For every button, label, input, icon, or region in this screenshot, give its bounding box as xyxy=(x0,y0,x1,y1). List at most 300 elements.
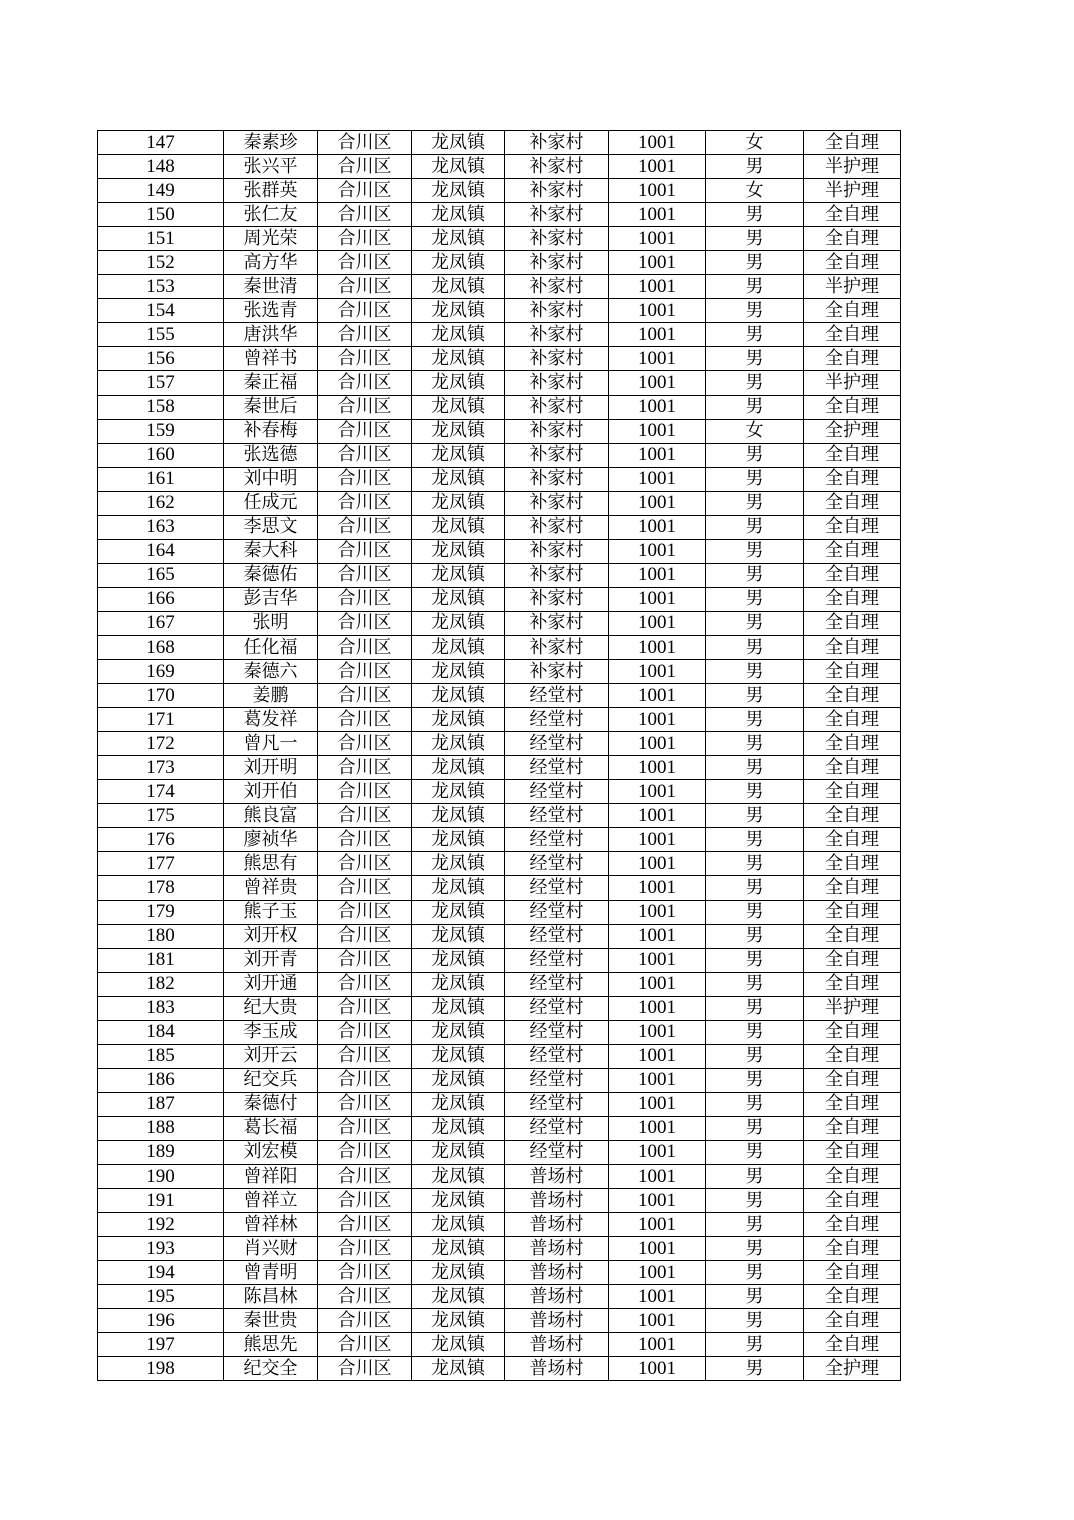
village-cell: 经堂村 xyxy=(505,708,609,732)
name-cell: 任成元 xyxy=(224,491,318,515)
table-row xyxy=(98,251,901,275)
village-cell: 补家村 xyxy=(505,299,609,323)
village-cell: 经堂村 xyxy=(505,972,609,996)
gender-cell: 男 xyxy=(706,732,804,756)
care-level-cell: 全自理 xyxy=(804,1020,901,1044)
row-number-cell: 166 xyxy=(98,587,224,611)
gender-cell: 男 xyxy=(706,323,804,347)
gender-cell: 男 xyxy=(706,660,804,684)
gender-cell: 男 xyxy=(706,828,804,852)
name-cell: 张选青 xyxy=(224,299,318,323)
town-cell: 龙凤镇 xyxy=(412,395,505,419)
district-cell: 合川区 xyxy=(318,1213,412,1237)
village-cell: 补家村 xyxy=(505,251,609,275)
row-number-cell: 184 xyxy=(98,1020,224,1044)
village-cell: 补家村 xyxy=(505,323,609,347)
name-cell: 唐洪华 xyxy=(224,323,318,347)
care-level-cell: 全自理 xyxy=(804,972,901,996)
gender-cell: 女 xyxy=(706,419,804,443)
code-cell: 1001 xyxy=(609,563,706,587)
town-cell: 龙凤镇 xyxy=(412,900,505,924)
care-level-cell: 全自理 xyxy=(804,828,901,852)
code-cell: 1001 xyxy=(609,419,706,443)
row-number-cell: 172 xyxy=(98,732,224,756)
care-level-cell: 全自理 xyxy=(804,203,901,227)
name-cell: 刘宏模 xyxy=(224,1140,318,1164)
district-cell: 合川区 xyxy=(318,539,412,563)
row-number-cell: 187 xyxy=(98,1092,224,1116)
table-row xyxy=(98,371,901,395)
village-cell: 补家村 xyxy=(505,635,609,659)
district-cell: 合川区 xyxy=(318,275,412,299)
town-cell: 龙凤镇 xyxy=(412,515,505,539)
code-cell: 1001 xyxy=(609,996,706,1020)
name-cell: 刘中明 xyxy=(224,467,318,491)
row-number-cell: 173 xyxy=(98,756,224,780)
district-cell: 合川区 xyxy=(318,1044,412,1068)
district-cell: 合川区 xyxy=(318,852,412,876)
gender-cell: 男 xyxy=(706,1044,804,1068)
gender-cell: 男 xyxy=(706,1333,804,1357)
table-row xyxy=(98,948,901,972)
town-cell: 龙凤镇 xyxy=(412,323,505,347)
code-cell: 1001 xyxy=(609,539,706,563)
district-cell: 合川区 xyxy=(318,371,412,395)
district-cell: 合川区 xyxy=(318,948,412,972)
town-cell: 龙凤镇 xyxy=(412,1044,505,1068)
gender-cell: 男 xyxy=(706,1357,804,1381)
town-cell: 龙凤镇 xyxy=(412,756,505,780)
row-number-cell: 195 xyxy=(98,1285,224,1309)
care-level-cell: 全自理 xyxy=(804,780,901,804)
name-cell: 秦世贵 xyxy=(224,1309,318,1333)
name-cell: 曾祥书 xyxy=(224,347,318,371)
code-cell: 1001 xyxy=(609,443,706,467)
row-number-cell: 154 xyxy=(98,299,224,323)
gender-cell: 男 xyxy=(706,708,804,732)
gender-cell: 男 xyxy=(706,972,804,996)
table-row xyxy=(98,323,901,347)
code-cell: 1001 xyxy=(609,323,706,347)
code-cell: 1001 xyxy=(609,155,706,179)
row-number-cell: 167 xyxy=(98,611,224,635)
gender-cell: 男 xyxy=(706,996,804,1020)
district-cell: 合川区 xyxy=(318,900,412,924)
district-cell: 合川区 xyxy=(318,1189,412,1213)
row-number-cell: 175 xyxy=(98,804,224,828)
name-cell: 葛长福 xyxy=(224,1116,318,1140)
district-cell: 合川区 xyxy=(318,972,412,996)
care-level-cell: 全自理 xyxy=(804,1068,901,1092)
town-cell: 龙凤镇 xyxy=(412,1165,505,1189)
district-cell: 合川区 xyxy=(318,756,412,780)
table-row xyxy=(98,443,901,467)
gender-cell: 男 xyxy=(706,587,804,611)
village-cell: 补家村 xyxy=(505,539,609,563)
care-level-cell: 半护理 xyxy=(804,275,901,299)
table-row xyxy=(98,1068,901,1092)
gender-cell: 男 xyxy=(706,611,804,635)
care-level-cell: 全自理 xyxy=(804,708,901,732)
code-cell: 1001 xyxy=(609,972,706,996)
care-level-cell: 全自理 xyxy=(804,876,901,900)
village-cell: 补家村 xyxy=(505,179,609,203)
table-row xyxy=(98,299,901,323)
name-cell: 补春梅 xyxy=(224,419,318,443)
district-cell: 合川区 xyxy=(318,635,412,659)
town-cell: 龙凤镇 xyxy=(412,371,505,395)
row-number-cell: 193 xyxy=(98,1237,224,1261)
table-row xyxy=(98,996,901,1020)
name-cell: 熊良富 xyxy=(224,804,318,828)
code-cell: 1001 xyxy=(609,660,706,684)
gender-cell: 男 xyxy=(706,1020,804,1044)
code-cell: 1001 xyxy=(609,708,706,732)
row-number-cell: 151 xyxy=(98,227,224,251)
table-row xyxy=(98,611,901,635)
code-cell: 1001 xyxy=(609,948,706,972)
district-cell: 合川区 xyxy=(318,1020,412,1044)
town-cell: 龙凤镇 xyxy=(412,1140,505,1164)
code-cell: 1001 xyxy=(609,1189,706,1213)
care-level-cell: 全自理 xyxy=(804,1044,901,1068)
village-cell: 经堂村 xyxy=(505,804,609,828)
name-cell: 廖祯华 xyxy=(224,828,318,852)
village-cell: 补家村 xyxy=(505,131,609,155)
code-cell: 1001 xyxy=(609,251,706,275)
data-table xyxy=(97,130,901,1381)
code-cell: 1001 xyxy=(609,924,706,948)
town-cell: 龙凤镇 xyxy=(412,251,505,275)
town-cell: 龙凤镇 xyxy=(412,732,505,756)
district-cell: 合川区 xyxy=(318,587,412,611)
village-cell: 补家村 xyxy=(505,587,609,611)
code-cell: 1001 xyxy=(609,515,706,539)
table-row xyxy=(98,515,901,539)
village-cell: 经堂村 xyxy=(505,900,609,924)
town-cell: 龙凤镇 xyxy=(412,1116,505,1140)
table-row xyxy=(98,852,901,876)
care-level-cell: 全自理 xyxy=(804,1116,901,1140)
town-cell: 龙凤镇 xyxy=(412,708,505,732)
gender-cell: 男 xyxy=(706,1189,804,1213)
name-cell: 曾青明 xyxy=(224,1261,318,1285)
name-cell: 曾凡一 xyxy=(224,732,318,756)
row-number-cell: 194 xyxy=(98,1261,224,1285)
code-cell: 1001 xyxy=(609,395,706,419)
name-cell: 彭吉华 xyxy=(224,587,318,611)
care-level-cell: 全自理 xyxy=(804,1309,901,1333)
row-number-cell: 170 xyxy=(98,684,224,708)
gender-cell: 男 xyxy=(706,1237,804,1261)
table-row xyxy=(98,1140,901,1164)
row-number-cell: 157 xyxy=(98,371,224,395)
gender-cell: 男 xyxy=(706,756,804,780)
table-row xyxy=(98,587,901,611)
care-level-cell: 全自理 xyxy=(804,587,901,611)
name-cell: 任化福 xyxy=(224,635,318,659)
code-cell: 1001 xyxy=(609,900,706,924)
village-cell: 补家村 xyxy=(505,660,609,684)
district-cell: 合川区 xyxy=(318,828,412,852)
town-cell: 龙凤镇 xyxy=(412,635,505,659)
care-level-cell: 全自理 xyxy=(804,924,901,948)
row-number-cell: 190 xyxy=(98,1165,224,1189)
care-level-cell: 全自理 xyxy=(804,684,901,708)
table-row xyxy=(98,684,901,708)
name-cell: 秦世清 xyxy=(224,275,318,299)
town-cell: 龙凤镇 xyxy=(412,828,505,852)
code-cell: 1001 xyxy=(609,780,706,804)
village-cell: 补家村 xyxy=(505,467,609,491)
code-cell: 1001 xyxy=(609,1333,706,1357)
code-cell: 1001 xyxy=(609,1116,706,1140)
village-cell: 补家村 xyxy=(505,491,609,515)
row-number-cell: 164 xyxy=(98,539,224,563)
row-number-cell: 179 xyxy=(98,900,224,924)
town-cell: 龙凤镇 xyxy=(412,1261,505,1285)
district-cell: 合川区 xyxy=(318,780,412,804)
table-row xyxy=(98,1165,901,1189)
care-level-cell: 全自理 xyxy=(804,299,901,323)
town-cell: 龙凤镇 xyxy=(412,780,505,804)
table-row xyxy=(98,347,901,371)
district-cell: 合川区 xyxy=(318,1068,412,1092)
village-cell: 补家村 xyxy=(505,371,609,395)
table-row xyxy=(98,131,901,155)
care-level-cell: 半护理 xyxy=(804,996,901,1020)
name-cell: 刘开伯 xyxy=(224,780,318,804)
gender-cell: 男 xyxy=(706,275,804,299)
name-cell: 肖兴财 xyxy=(224,1237,318,1261)
district-cell: 合川区 xyxy=(318,732,412,756)
name-cell: 刘开青 xyxy=(224,948,318,972)
name-cell: 曾祥立 xyxy=(224,1189,318,1213)
gender-cell: 男 xyxy=(706,1165,804,1189)
table-row xyxy=(98,635,901,659)
row-number-cell: 191 xyxy=(98,1189,224,1213)
village-cell: 经堂村 xyxy=(505,852,609,876)
district-cell: 合川区 xyxy=(318,227,412,251)
row-number-cell: 186 xyxy=(98,1068,224,1092)
row-number-cell: 158 xyxy=(98,395,224,419)
town-cell: 龙凤镇 xyxy=(412,1237,505,1261)
district-cell: 合川区 xyxy=(318,1333,412,1357)
table-row xyxy=(98,780,901,804)
table-row xyxy=(98,1333,901,1357)
district-cell: 合川区 xyxy=(318,876,412,900)
code-cell: 1001 xyxy=(609,852,706,876)
code-cell: 1001 xyxy=(609,227,706,251)
row-number-cell: 176 xyxy=(98,828,224,852)
town-cell: 龙凤镇 xyxy=(412,203,505,227)
district-cell: 合川区 xyxy=(318,515,412,539)
village-cell: 补家村 xyxy=(505,155,609,179)
care-level-cell: 全自理 xyxy=(804,660,901,684)
gender-cell: 男 xyxy=(706,1213,804,1237)
table-row xyxy=(98,155,901,179)
care-level-cell: 全自理 xyxy=(804,347,901,371)
name-cell: 张群英 xyxy=(224,179,318,203)
town-cell: 龙凤镇 xyxy=(412,299,505,323)
district-cell: 合川区 xyxy=(318,467,412,491)
village-cell: 经堂村 xyxy=(505,924,609,948)
name-cell: 刘开明 xyxy=(224,756,318,780)
table-row xyxy=(98,203,901,227)
name-cell: 周光荣 xyxy=(224,227,318,251)
row-number-cell: 150 xyxy=(98,203,224,227)
table-row xyxy=(98,1044,901,1068)
district-cell: 合川区 xyxy=(318,660,412,684)
name-cell: 张仁友 xyxy=(224,203,318,227)
table-body xyxy=(98,131,901,1381)
village-cell: 经堂村 xyxy=(505,828,609,852)
town-cell: 龙凤镇 xyxy=(412,1020,505,1044)
row-number-cell: 174 xyxy=(98,780,224,804)
village-cell: 普场村 xyxy=(505,1237,609,1261)
village-cell: 补家村 xyxy=(505,275,609,299)
village-cell: 普场村 xyxy=(505,1165,609,1189)
village-cell: 补家村 xyxy=(505,611,609,635)
gender-cell: 男 xyxy=(706,635,804,659)
gender-cell: 男 xyxy=(706,371,804,395)
code-cell: 1001 xyxy=(609,1092,706,1116)
code-cell: 1001 xyxy=(609,203,706,227)
row-number-cell: 165 xyxy=(98,563,224,587)
gender-cell: 男 xyxy=(706,900,804,924)
town-cell: 龙凤镇 xyxy=(412,539,505,563)
table-row xyxy=(98,275,901,299)
town-cell: 龙凤镇 xyxy=(412,419,505,443)
care-level-cell: 半护理 xyxy=(804,371,901,395)
table-row xyxy=(98,179,901,203)
name-cell: 熊子玉 xyxy=(224,900,318,924)
row-number-cell: 181 xyxy=(98,948,224,972)
row-number-cell: 163 xyxy=(98,515,224,539)
code-cell: 1001 xyxy=(609,1020,706,1044)
name-cell: 刘开云 xyxy=(224,1044,318,1068)
town-cell: 龙凤镇 xyxy=(412,587,505,611)
table-row xyxy=(98,467,901,491)
row-number-cell: 178 xyxy=(98,876,224,900)
gender-cell: 男 xyxy=(706,251,804,275)
name-cell: 秦正福 xyxy=(224,371,318,395)
village-cell: 普场村 xyxy=(505,1309,609,1333)
gender-cell: 男 xyxy=(706,467,804,491)
code-cell: 1001 xyxy=(609,828,706,852)
village-cell: 补家村 xyxy=(505,203,609,227)
gender-cell: 男 xyxy=(706,155,804,179)
village-cell: 普场村 xyxy=(505,1189,609,1213)
town-cell: 龙凤镇 xyxy=(412,131,505,155)
table-row xyxy=(98,708,901,732)
town-cell: 龙凤镇 xyxy=(412,948,505,972)
name-cell: 熊思有 xyxy=(224,852,318,876)
code-cell: 1001 xyxy=(609,1068,706,1092)
gender-cell: 男 xyxy=(706,395,804,419)
table-row xyxy=(98,660,901,684)
care-level-cell: 全自理 xyxy=(804,611,901,635)
code-cell: 1001 xyxy=(609,732,706,756)
district-cell: 合川区 xyxy=(318,1357,412,1381)
town-cell: 龙凤镇 xyxy=(412,684,505,708)
village-cell: 经堂村 xyxy=(505,1068,609,1092)
name-cell: 高方华 xyxy=(224,251,318,275)
care-level-cell: 全自理 xyxy=(804,756,901,780)
row-number-cell: 171 xyxy=(98,708,224,732)
care-level-cell: 全自理 xyxy=(804,635,901,659)
village-cell: 经堂村 xyxy=(505,732,609,756)
care-level-cell: 全护理 xyxy=(804,419,901,443)
gender-cell: 男 xyxy=(706,563,804,587)
town-cell: 龙凤镇 xyxy=(412,347,505,371)
village-cell: 经堂村 xyxy=(505,684,609,708)
district-cell: 合川区 xyxy=(318,684,412,708)
code-cell: 1001 xyxy=(609,1044,706,1068)
town-cell: 龙凤镇 xyxy=(412,852,505,876)
village-cell: 经堂村 xyxy=(505,1140,609,1164)
gender-cell: 女 xyxy=(706,179,804,203)
table-row xyxy=(98,1357,901,1381)
row-number-cell: 168 xyxy=(98,635,224,659)
gender-cell: 男 xyxy=(706,924,804,948)
gender-cell: 男 xyxy=(706,684,804,708)
town-cell: 龙凤镇 xyxy=(412,1189,505,1213)
district-cell: 合川区 xyxy=(318,323,412,347)
name-cell: 张兴平 xyxy=(224,155,318,179)
name-cell: 秦德六 xyxy=(224,660,318,684)
town-cell: 龙凤镇 xyxy=(412,1285,505,1309)
table-row xyxy=(98,1285,901,1309)
code-cell: 1001 xyxy=(609,635,706,659)
town-cell: 龙凤镇 xyxy=(412,924,505,948)
district-cell: 合川区 xyxy=(318,804,412,828)
town-cell: 龙凤镇 xyxy=(412,227,505,251)
town-cell: 龙凤镇 xyxy=(412,275,505,299)
gender-cell: 女 xyxy=(706,131,804,155)
district-cell: 合川区 xyxy=(318,251,412,275)
row-number-cell: 153 xyxy=(98,275,224,299)
gender-cell: 男 xyxy=(706,299,804,323)
name-cell: 熊思先 xyxy=(224,1333,318,1357)
care-level-cell: 全自理 xyxy=(804,1092,901,1116)
gender-cell: 男 xyxy=(706,1068,804,1092)
code-cell: 1001 xyxy=(609,587,706,611)
town-cell: 龙凤镇 xyxy=(412,996,505,1020)
gender-cell: 男 xyxy=(706,443,804,467)
care-level-cell: 全自理 xyxy=(804,804,901,828)
name-cell: 曾祥林 xyxy=(224,1213,318,1237)
code-cell: 1001 xyxy=(609,611,706,635)
table-row xyxy=(98,828,901,852)
table-row xyxy=(98,1020,901,1044)
code-cell: 1001 xyxy=(609,179,706,203)
name-cell: 纪大贵 xyxy=(224,996,318,1020)
gender-cell: 男 xyxy=(706,1092,804,1116)
name-cell: 曾祥阳 xyxy=(224,1165,318,1189)
village-cell: 经堂村 xyxy=(505,1116,609,1140)
row-number-cell: 148 xyxy=(98,155,224,179)
row-number-cell: 156 xyxy=(98,347,224,371)
table-row xyxy=(98,1309,901,1333)
name-cell: 张明 xyxy=(224,611,318,635)
town-cell: 龙凤镇 xyxy=(412,467,505,491)
name-cell: 陈昌林 xyxy=(224,1285,318,1309)
row-number-cell: 197 xyxy=(98,1333,224,1357)
village-cell: 补家村 xyxy=(505,443,609,467)
town-cell: 龙凤镇 xyxy=(412,1213,505,1237)
table-row xyxy=(98,539,901,563)
